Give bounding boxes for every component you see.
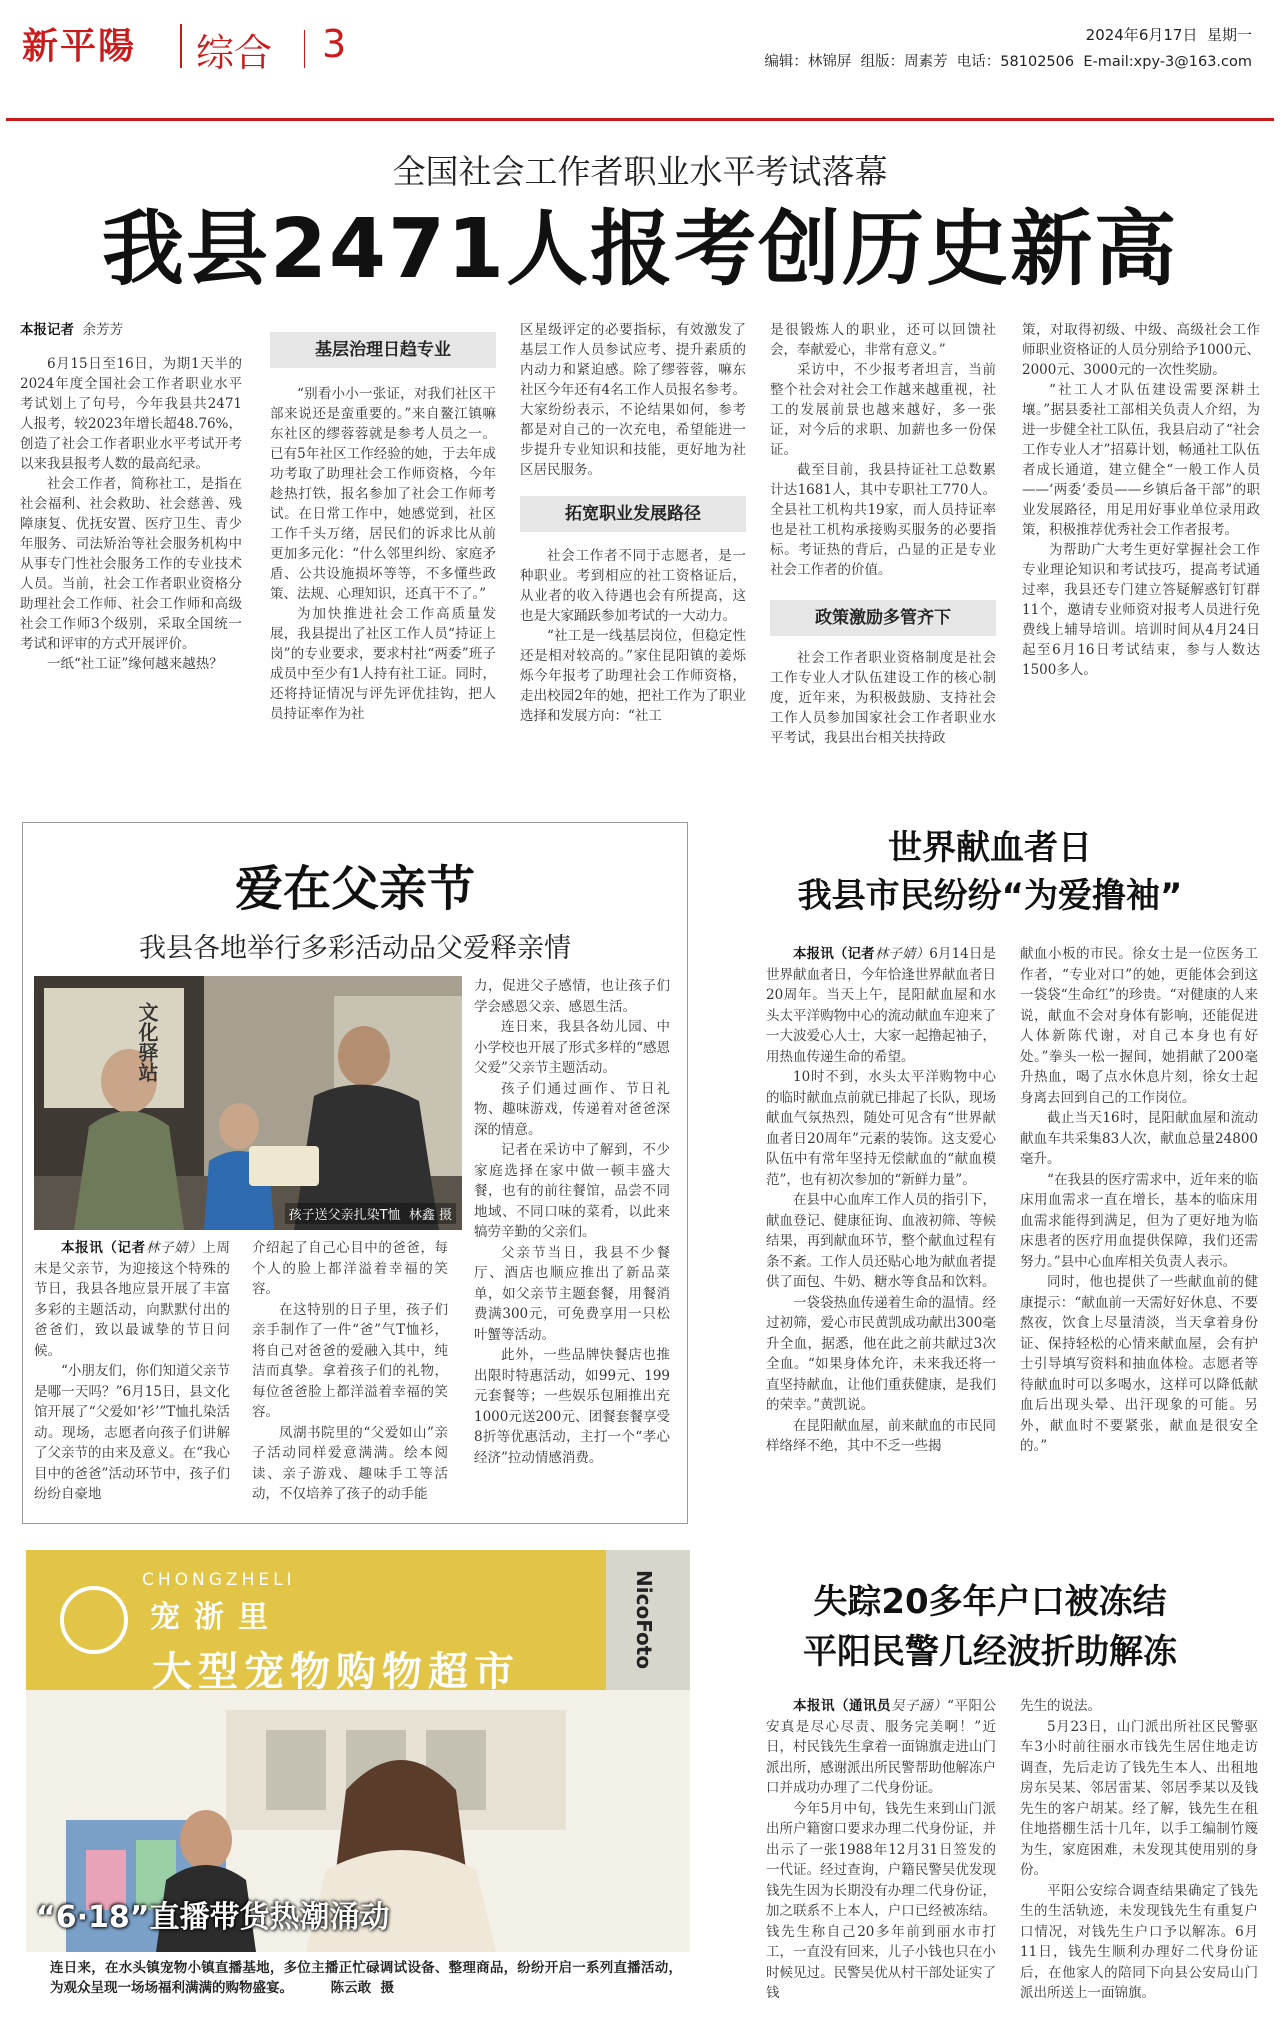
byline-label: 本报记者 — [20, 322, 74, 338]
blood-headline-2: 我县市民纷纷“为爱撸袖” — [797, 876, 1183, 916]
fathers-column-1 — [34, 1238, 230, 1505]
masthead-logo: 新平陽 — [22, 25, 137, 67]
paragraph: 10时不到，水头太平洋购物中心的临时献血点前就已排起了长队，现场献血气氛热烈，随处可见含有“世界献血者日20周年”元素的装饰。这支爱心队伍中有常年坚持无偿献血的“献血模范”，也有初次参加的“新鲜力量”。 — [766, 1069, 996, 1188]
lead-subhead-3: 政策激励多管齐下 — [770, 600, 996, 636]
paragraph: 献血小板的市民。徐女士是一位医务工作者，“专业对口”的她，更能体会到这一袋袋“生命红”的珍贵。“对健康的人来说，献血不会对身体有影响，还能促进人体新陈代谢，对自己本身也有好处。”拳头一松一握间，她捐献了200毫升热血，喝了点水休息片刻，徐女士起身离去回到自己的工作岗位。 — [1020, 946, 1258, 1106]
paragraph: “社工人才队伍建设需要深耕土壤。”据县委社工部相关负责人介绍，为进一步健全社工队伍，我县启动了“社会工作专业人才”招募计划，畅通社工队伍者成长通道，建立健全“一般工作人员——‘两委’委员——乡镇后备干部”的职业发展路径，用足用好事业单位录用政策，积极推荐优秀社会工作者报考。 — [1022, 382, 1260, 538]
lead-subhead-1: 基层治理日趋专业 — [270, 332, 496, 368]
paragraph: “别看小小一张证，对我们社区干部来说还是蛮重要的。”来自鳌江镇嘛东社区的缪蓉蓉就是参考人员之一。已有5年社区工作经验的她，于去年成功考取了助理社会工作师资格，今年趁热打铁，报名参加了社会工作师考试。在日常工作中，她感觉到，社区工作千头万绪，居民们的诉求比从前更加多元化：“什么邻里纠纷、家庭矛盾、公共设施损坏等等，不多懂些政策、法规、心理知识，还真干不了。” — [270, 386, 496, 602]
paragraph: 一纸“社工证”缘何越来越热？ — [47, 656, 223, 672]
fathers-subhead: 我县各地举行多彩活动品父爱释亲情 — [139, 933, 571, 964]
caption-text: 连日来，在水头镇宠物小镇直播基地，多位主播正忙碌调试设备、整理商品，纷纷开启一系列直播活动，为观众呈现一场场福利满满的购物盛宴。 — [50, 1960, 682, 1996]
paragraph: 上周末是父亲节，为迎接这个特殊的节日，我县各地应景开展了丰富多彩的主题活动，向默默付出的爸爸们，致以最诚挚的节日问候。 — [34, 1240, 231, 1359]
blood-headline-1: 世界献血者日 — [888, 828, 1092, 868]
paragraph: 连日来，我县各幼儿园、中小学校也开展了形式多样的“感恩父爱”父亲节主题活动。 — [474, 1019, 670, 1076]
store-sign-big: 大型宠物购物超市 — [152, 1649, 520, 1695]
editor-credits: 编辑：林锦屏 组版：周素芳 电话：58102506 E-mail:xpy-3@163.com — [764, 54, 1252, 70]
paragraph: 截止当天16时，昆阳献血屋和流动献血车共采集83人次，献血总量24800毫升。 — [1020, 1110, 1258, 1167]
byline-label: 本报讯（记者 — [793, 946, 875, 962]
paragraph: 孩子们通过画作、节日礼物、趣味游戏，传递着对爸爸深深的情意。 — [474, 1080, 670, 1138]
masthead-divider — [180, 24, 182, 68]
store-sign-name: 宠浙里 — [150, 1600, 282, 1635]
photo-sign: 文化驿站 — [135, 1002, 159, 1082]
lead-headline: 我县2471人报考创历史新高 — [101, 202, 1179, 297]
masthead-divider-2 — [304, 30, 305, 68]
pet-store-photo — [26, 1550, 690, 1952]
lead-column-1 — [20, 320, 242, 674]
paragraph: “在我县的医疗需求中，近年来的临床用血需求一直在增长，基本的临床用血需求能得到满足，但为了更好地为临床患者的医疗用血提供保障，我们还需努力。”县中心血库相关负责人表示。 — [1020, 1171, 1258, 1270]
byline-name: 余芳芳 — [82, 322, 124, 338]
paragraph: 介绍起了自己心目中的爸爸，每个人的脸上都洋溢着幸福的笑容。 — [252, 1240, 448, 1297]
paragraph: 同时，他也提供了一些献血前的健康提示：“献血前一天需好好休息、不要熬夜，饮食上尽量清淡，当天拿着身份证、保持轻松的心情来献血屋，会有护士引导填写资料和抽血体检。志愿者等待献血时可以多喝水，这样可以降低献血后出现头晕、出汗现象的可能。另外，献血时不要紧张，献血是很安全的。” — [1020, 1274, 1258, 1454]
hukou-headline-1: 失踪20多年户口被冻结 — [813, 1582, 1167, 1622]
photographer: 陈云敢 摄 — [330, 1980, 395, 1996]
fathers-column-2 — [252, 1238, 448, 1505]
side-brand: NicoFoto — [632, 1570, 656, 1670]
lead-column-2 — [270, 384, 496, 724]
paragraph: 记者在采访中了解到，不少家庭选择在家中做一顿丰盛大餐，也有的前往餐馆，品尝不同地域、不同口味的菜肴，以此来犒劳辛勤的父亲们。 — [474, 1142, 670, 1240]
hukou-column-2 — [1020, 1696, 1258, 2004]
paragraph: “社工是一线基层岗位，但稳定性还是相对较高的。”家住昆阳镇的姜烁烁今年报考了助理社会工作师资格，走出校园2年的她，把社工作为了职业选择和发展方向：“社工 — [520, 628, 746, 724]
pet-photo-caption — [50, 1958, 682, 1998]
paragraph: 为帮助广大考生更好掌握社会工作专业理论知识和考试技巧，提高考试通过率，我县还专门建立答疑解惑钉钉群11个，邀请专业师资对报考人员进行免费线上辅导培训。培训时间从4月24日起至6月16日考试结束，参与人数达1500多人。 — [1022, 542, 1260, 678]
paragraph: 平阳公安综合调查结果确定了钱先生的生活轨迹，未发现钱先生有重复户口情况，对钱先生户口予以解冻。6月11日，钱先生顺利办理好二代身份证后，在他家人的陪同下向县公安局山门派出所送上一面锦旗。 — [1020, 1882, 1258, 2001]
byline-name: 林子婧） — [145, 1240, 203, 1256]
byline-name: 林子婧） — [874, 946, 930, 962]
byline-name: 吴子涵） — [891, 1698, 948, 1714]
photo-overlay-title: “6·18”直播带货热潮涌动 — [36, 1900, 390, 1935]
paragraph: 先生的说法。 — [1020, 1698, 1101, 1714]
fathers-headline: 爱在父亲节 — [234, 861, 475, 917]
paragraph: 凤湖书院里的“父爱如山”亲子活动同样爱意满满。绘本阅读、亲子游戏、趣味手工等活动，不仅培养了孩子的动手能 — [252, 1424, 448, 1502]
paragraph: 父亲节当日，我县不少餐厅、酒店也顺应推出了新品菜单，如父亲节主题套餐，用餐消费满300元，可免费享用一只松叶蟹等活动。 — [474, 1244, 670, 1343]
fathers-day-photo — [34, 976, 462, 1230]
section-name: 综合 — [196, 31, 273, 75]
paragraph: 社会工作者职业资格制度是社会工作专业人才队伍建设工作的核心制度，近年来，为积极鼓励、支持社会工作人员参加国家社会工作者职业水平考试，我县出台相关扶持政 — [770, 650, 996, 746]
lead-column-4a — [770, 320, 996, 580]
paragraph: 5月23日，山门派出所社区民警驱车3小时前往丽水市钱先生居住地走访调查，先后走访了钱先生本人、出租地房东吴某、邻居雷某、邻居季某以及钱先生的客户胡某。经了解，钱先生在租住地搭棚生活十几年，以手工编制竹篾为生，家庭困难，未发现其使用别的身份。 — [1020, 1718, 1258, 1878]
paragraph: 在县中心血库工作人员的指引下，献血登记、健康征询、血液初筛、等候结果，再到献血环节，整个献血过程有条不紊。工作人员还贴心地为献血者提供了面包、牛奶、糖水等食品和饮料。 — [766, 1192, 996, 1290]
paragraph: 6月14日是世界献血者日，今年恰逢世界献血者日20周年。当天上午，昆阳献血屋和水头太平洋购物中心的流动献血车迎来了一大波爱心人士，大家一起撸起袖子，用热血传递生命的希望。 — [766, 946, 997, 1065]
paragraph: 区星级评定的必要指标，有效激发了基层工作人员参试应考、提升素质的内动力和紧迫感。除了缪蓉蓉，嘛东社区今年还有4名工作人员报名参考。大家纷纷表示，不论结果如何，参考都是对自己的一次充电，希望能进一步提升专业知识和技能，更好地为社区居民服务。 — [520, 322, 746, 478]
paragraph: 今年5月中旬，钱先生来到山门派出所户籍窗口要求办理二代身份证，并出示了一张1988年12月31日签发的一代证。经过查询，户籍民警吴优发现钱先生因为长期没有办理二代身份证，加之联系不上本人，户口已经被冻结。钱先生称自己20多年前到丽水市打工，一直没有回来，儿子小钱也只在小时候见过。民警吴优从村干部处证实了钱 — [766, 1800, 996, 2001]
masthead — [0, 0, 1280, 120]
paragraph: 在昆阳献血屋，前来献血的市民同样络绎不绝，其中不乏一些揭 — [766, 1417, 996, 1454]
blood-column-2 — [1020, 944, 1258, 1457]
page-number: 3 — [322, 22, 347, 66]
lead-column-3a — [520, 320, 746, 480]
fathers-column-3 — [474, 976, 670, 1468]
photo-caption: 孩子送父亲扎染T恤 林鑫 摄 — [285, 1203, 456, 1224]
paragraph: 社会工作者不同于志愿者，是一种职业。考到相应的社工资格证后，从业者的收入待遇也会有所提高，这也是大家踊跃参加考试的一大动力。 — [520, 548, 746, 624]
masthead-red-rule — [6, 118, 1274, 121]
store-sign-top: CHONGZHELI — [142, 1570, 296, 1590]
byline-label: 本报讯（记者 — [61, 1240, 146, 1256]
paragraph: 此外，一些品牌快餐店也推出限时特惠活动，如99元、199元套餐等；一些娱乐包厢推出充1000元送200元、团餐套餐享受8折等优惠活动，主打一个“孝心经济”拉动情感消费。 — [474, 1347, 670, 1466]
blood-column-1 — [766, 944, 996, 1457]
paragraph: 策，对取得初级、中级、高级社会工作师职业资格证的人员分别给予1000元、2000元、3000元的一次性奖励。 — [1022, 322, 1260, 378]
paragraph: 截至目前，我县持证社工总数累计达1681人，其中专职社工770人。全县社工机构共19家，而人员持证率也是社工机构承接购买服务的必要指标。考证热的背后，凸显的正是专业社会工作者的价值。 — [770, 462, 996, 578]
paragraph: “小朋友们，你们知道父亲节是哪一天吗？”6月15日，县文化馆开展了“父爱如‘衫’”T恤扎染活动。现场，志愿者向孩子们讲解了父亲节的由来及意义。在“我心目中的爸爸”活动环节中，孩子们纷纷自豪地 — [34, 1363, 230, 1502]
paragraph: 一袋袋热血传递着生命的温情。经过初筛，爱心市民黄凯成功献出300毫升全血，据悉，他在此之前共献过3次全血。“如果身体允许，未来我还将一直坚持献血，让他们重获健康，是我们的荣幸。”黄凯说。 — [766, 1294, 996, 1413]
lead-column-4b — [770, 648, 996, 748]
paragraph: 6月15日至16日，为期1天半的2024年度全国社会工作者职业水平考试划上了句号，今年我县共2471人报考，较2023年增长超48.76%，创造了社会工作者职业水平考试开考以来我县报考人数的最高纪录。 — [20, 356, 242, 472]
paragraph: 在这特别的日子里，孩子们亲手制作了一件“爸”气T恤衫，将自己对爸爸的爱融入其中，纯洁而真挚。拿着孩子们的礼物，每位爸爸脸上都洋溢着幸福的笑容。 — [252, 1301, 448, 1420]
lead-column-3b — [520, 546, 746, 726]
hukou-column-1 — [766, 1696, 996, 2004]
lead-column-5 — [1022, 320, 1260, 680]
byline-label: 本报讯（通讯员 — [793, 1698, 892, 1714]
paragraph: 社会工作者，简称社工，是指在社会福利、社会救助、社会慈善、残障康复、优抚安置、医疗卫生、青少年服务、司法矫治等社会服务机构中从事专门性社会服务工作的专业技术人员。当前，社会工作者职业资格分助理社会工作师、社会工作师和高级社会工作师3个级别，采取全国统一考试和评审的方式开展评价。 — [20, 476, 242, 652]
paragraph: “平阳公安真是尽心尽责、服务完美啊！”近日，村民钱先生拿着一面锦旗走进山门派出所，感谢派出所民警帮助他解冻户口并成功办理了二代身份证。 — [766, 1698, 996, 1796]
paragraph: 为加快推进社会工作高质量发展，我县提出了社区工作人员“持证上岗”的专业要求，要求村社“两委”班子成员中至少有1人持有社工证。同时，还将持证情况与评先评优挂钩，把人员持证率作为社 — [270, 606, 496, 722]
issue-date: 2024年6月17日 星期一 — [1085, 26, 1252, 44]
lead-kicker: 全国社会工作者职业水平考试落幕 — [392, 152, 888, 191]
lead-subhead-2: 拓宽职业发展路径 — [520, 496, 746, 532]
paragraph: 力，促进父子感情，也让孩子们学会感恩父亲、感恩生活。 — [474, 978, 670, 1015]
paragraph: 采访中，不少报考者坦言，当前整个社会对社会工作越来越重视，社工的发展前景也越来越好，多一张证，对今后的求职、加薪也多一份保证。 — [770, 362, 996, 458]
paragraph: 是很锻炼人的职业，还可以回馈社会，奉献爱心，非常有意义。” — [770, 322, 996, 358]
hukou-headline-2: 平阳民警几经波折助解冻 — [803, 1632, 1177, 1672]
